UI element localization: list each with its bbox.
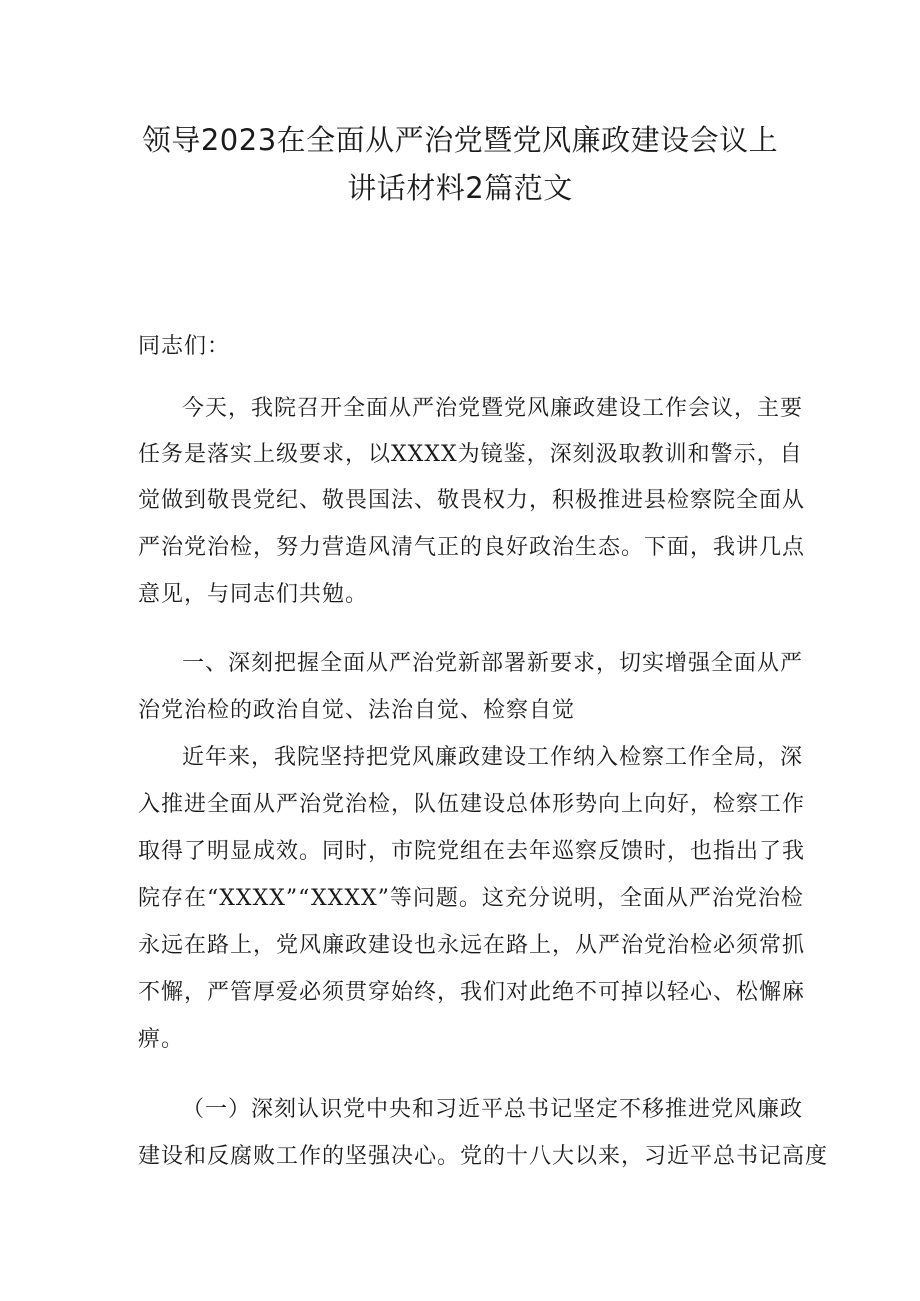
paragraph2-line: 不懈，严管厚爱必须贯穿始终，我们对此绝不可掉以轻心、松懈麻 xyxy=(138,980,806,1005)
paragraph1-line: 意见，与同志们共勉。 xyxy=(138,582,369,607)
salutation: 同志们： xyxy=(138,334,231,359)
paragraph2-line: 痹。 xyxy=(138,1027,185,1052)
paragraph1-line: 任务是落实上级要求，以XXXX为镜鉴，深刻汲取教训和警示，自 xyxy=(138,442,803,467)
paragraph2-line: 取得了明显成效。同时，市院党组在去年巡察反馈时，也指出了我 xyxy=(138,839,806,864)
paragraph3-line: 建设和反腐败工作的坚强决心。党的十八大以来，习近平总书记高度 xyxy=(138,1144,829,1169)
paragraph2-line: 入推进全面从严治党治检，队伍建设总体形势向上向好，检察工作 xyxy=(138,792,806,817)
paragraph2-line: 近年来，我院坚持把党风廉政建设工作纳入检察工作全局，深 xyxy=(182,745,804,770)
paragraph1-line: 觉做到敬畏党纪、敬畏国法、敬畏权力，积极推进县检察院全面从 xyxy=(138,488,806,513)
document-title-line-2: 讲话材料2篇范文 xyxy=(347,171,573,205)
paragraph2-line: 院存在“XXXX”“XXXX”等问题。这充分说明，全面从严治党治检 xyxy=(138,886,804,911)
heading1-line: 一、深刻把握全面从严治党新部署新要求，切实增强全面从严 xyxy=(182,651,804,676)
paragraph1-line: 今天，我院召开全面从严治党暨党风廉政建设工作会议，主要 xyxy=(182,396,804,421)
paragraph1-line: 严治党治检，努力营造风清气正的良好政治生态。下面，我讲几点 xyxy=(138,535,806,560)
paragraph3-line: （一）深刻认识党中央和习近平总书记坚定不移推进党风廉政 xyxy=(182,1097,804,1122)
document-title-line-1: 领导2023在全面从严治党暨党风廉政建设会议上 xyxy=(141,123,779,157)
heading1-line: 治党治检的政治自觉、法治自觉、检察自觉 xyxy=(138,698,576,723)
paragraph2-line: 永远在路上，党风廉政建设也永远在路上，从严治党治检必须常抓 xyxy=(138,933,806,958)
